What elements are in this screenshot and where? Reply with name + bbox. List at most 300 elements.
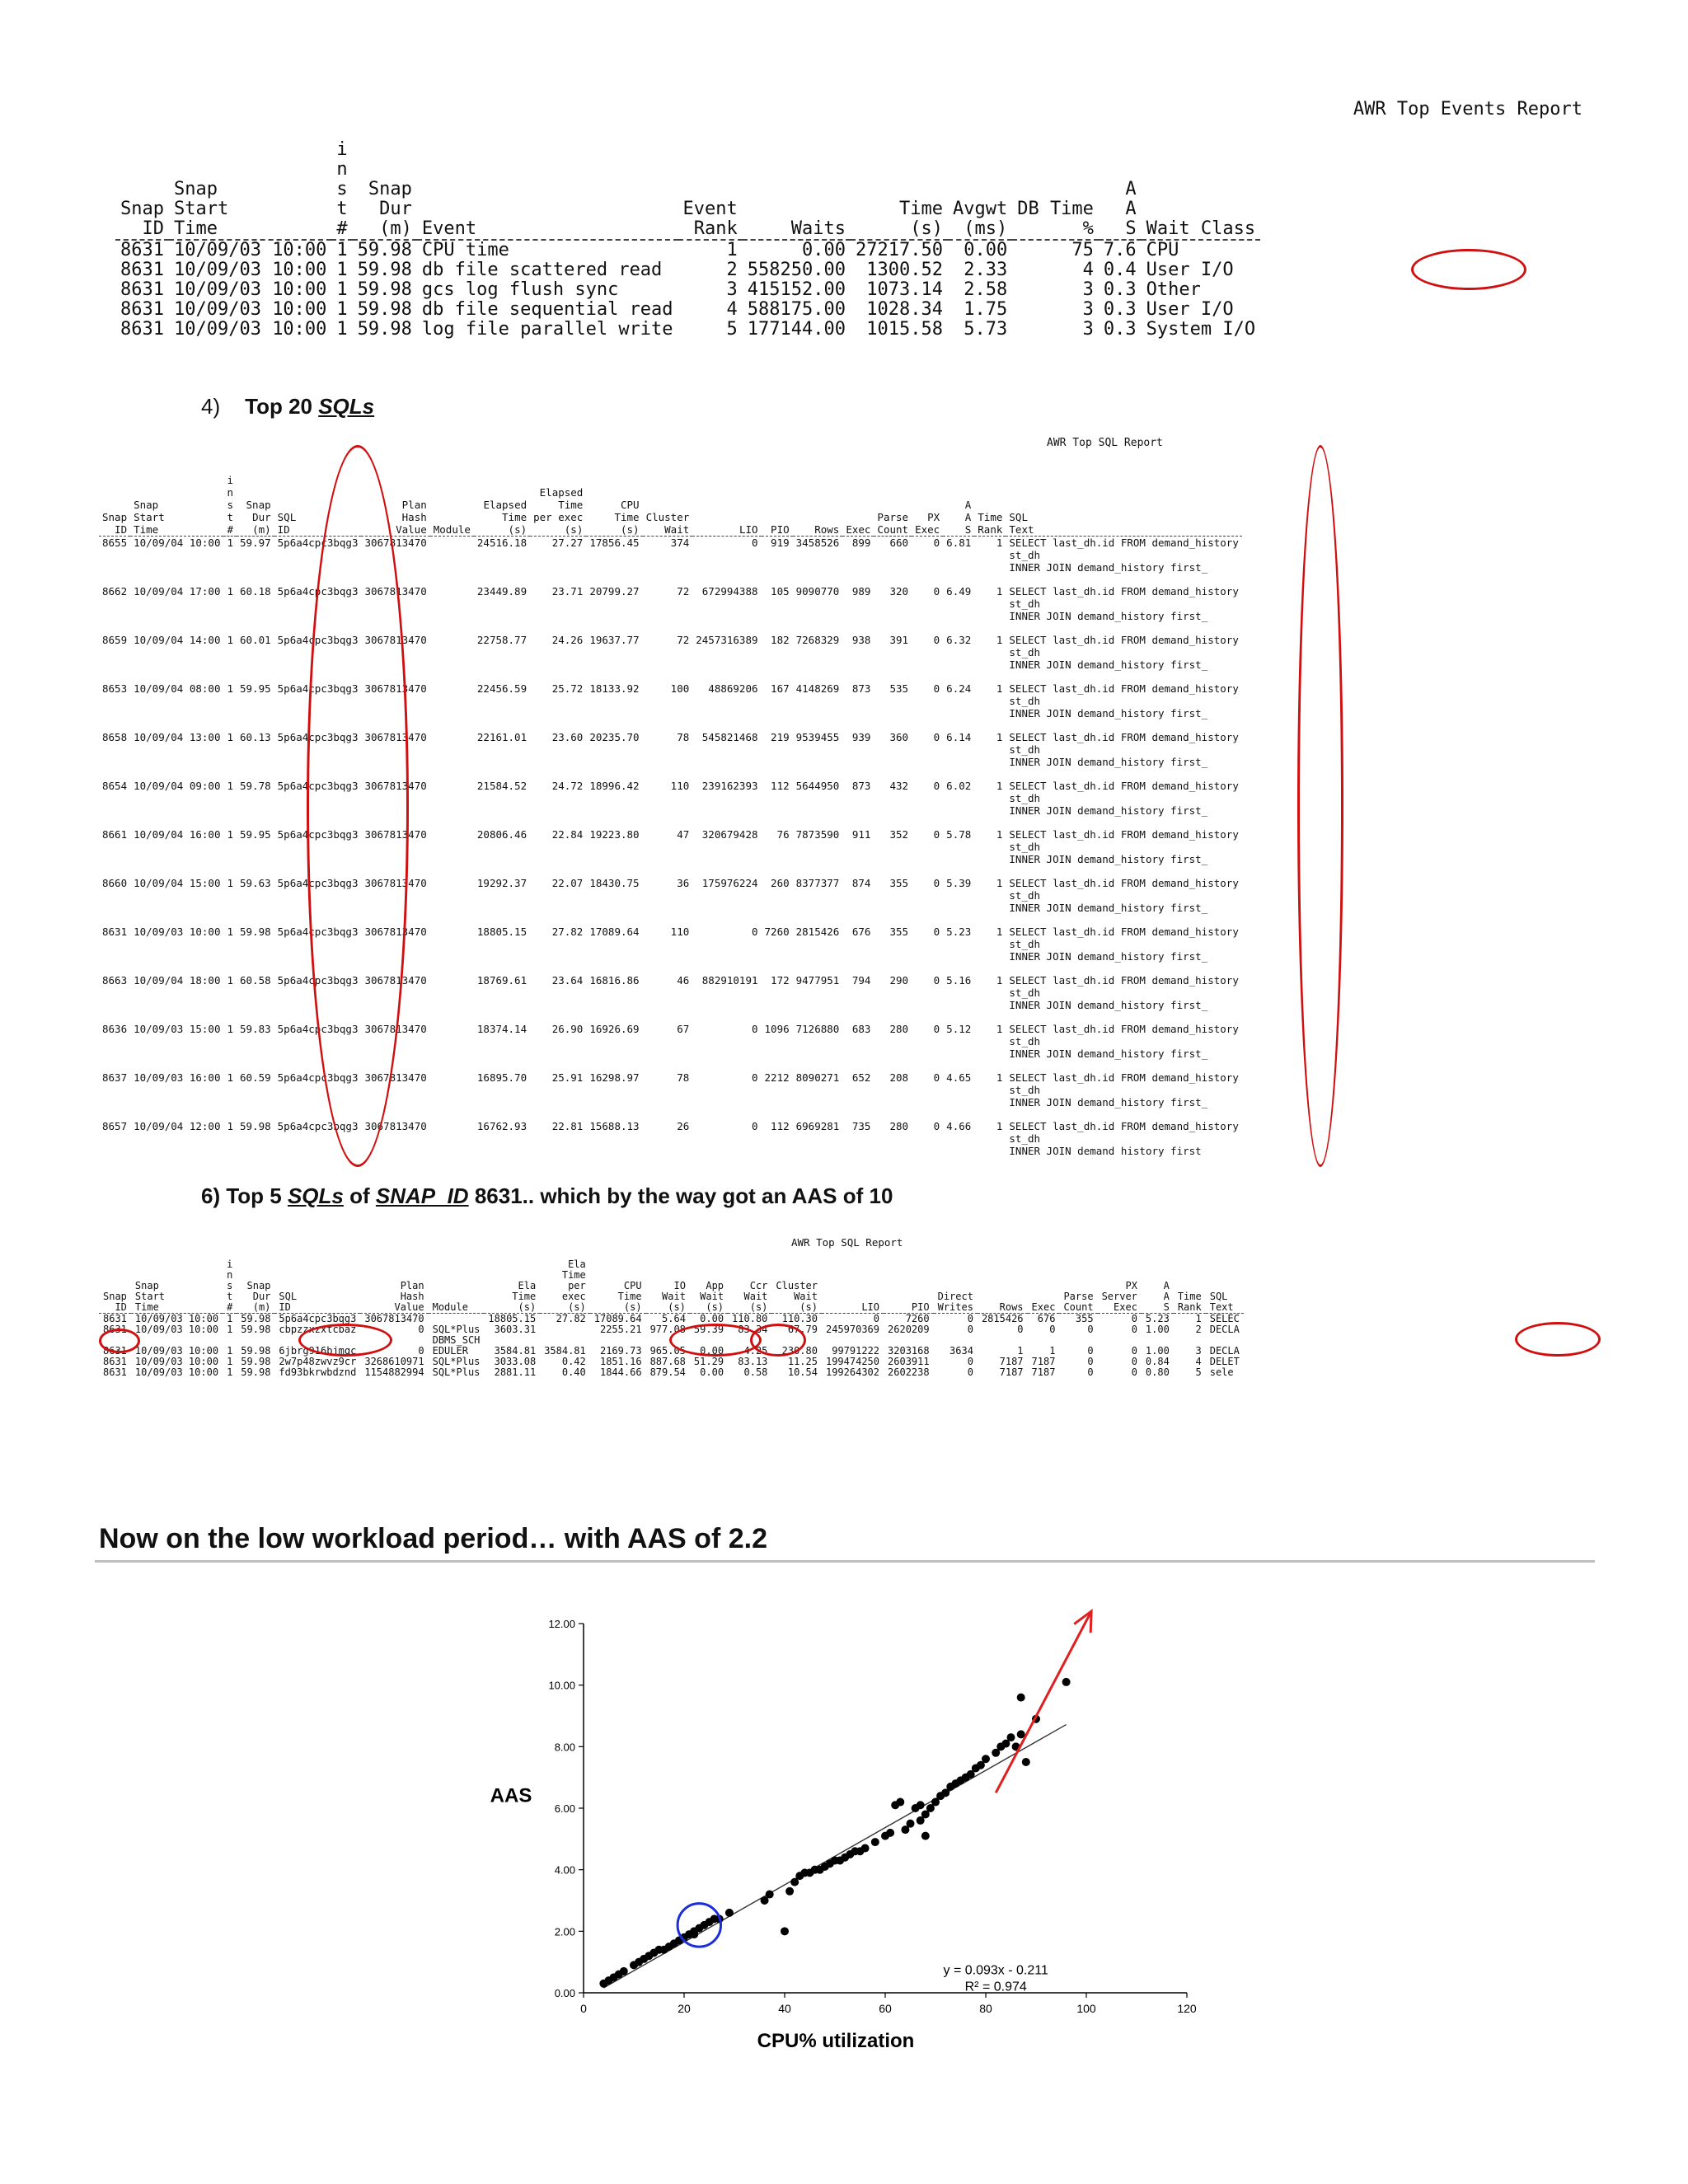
table-cell: fd93bkrwbdznd: [279, 1366, 357, 1378]
table-cell: 24516.18: [476, 537, 528, 549]
table-cell: 199474250: [825, 1356, 880, 1367]
table-cell: 360: [889, 731, 909, 743]
table-cell: 10/09/03 10:00: [173, 299, 327, 320]
top20-sql-table: [99, 474, 1242, 1169]
table-cell: 4.66: [946, 1120, 972, 1132]
table-cell: 10/09/04 10:00: [134, 537, 221, 549]
table-cell: 0.3: [1103, 279, 1137, 300]
table-cell: 72: [677, 585, 690, 598]
table-cell: 558250.00: [747, 260, 846, 280]
table-cell: 873: [851, 682, 871, 695]
table-cell: 965.05: [649, 1345, 686, 1357]
table-cell: 100: [670, 682, 690, 695]
table-cell: 10/09/03 10:00: [173, 319, 327, 340]
table-cell: 355: [1075, 1313, 1094, 1324]
table-cell: 1: [996, 634, 1003, 646]
table-cell: 5.23: [946, 926, 972, 938]
table-cell: 7126880: [795, 1023, 840, 1035]
table-cell: 4: [1195, 1356, 1202, 1367]
column-header: Plan Hash Value: [361, 474, 429, 537]
column-header: Ccr Wait (s): [728, 1259, 771, 1314]
table-cell: 10/09/04 14:00: [134, 634, 221, 646]
table-cell: 9477951: [795, 974, 840, 987]
table-cell: 10/09/03 10:00: [134, 1366, 219, 1378]
table-cell: SELECT last_dh.id FROM demand_history st_dh INNER JOIN demand history first: [1009, 1120, 1239, 1157]
table-cell: 0: [933, 1120, 940, 1132]
table-cell: 2815426: [795, 926, 840, 938]
table-cell: 0: [933, 926, 940, 938]
table-cell: 23.71: [551, 585, 584, 598]
table-cell: 0: [418, 1345, 424, 1357]
aas-highlight-ring: [1297, 445, 1343, 1167]
table-cell: 320: [889, 585, 909, 598]
table-row: [99, 1367, 1244, 1378]
x-tick-label: 100: [1076, 2002, 1096, 2015]
table-cell: SELECT last_dh.id FROM demand_history st_dh INNER JOIN demand_history first_: [1009, 585, 1239, 622]
column-header: Parse Count: [874, 474, 912, 537]
table-cell: 10/09/04 12:00: [134, 1120, 221, 1132]
table-row: [99, 537, 1242, 586]
table-cell: 676: [851, 926, 871, 938]
table-cell: 0.3: [1103, 319, 1137, 340]
data-point: [871, 1838, 879, 1846]
table-cell: 8631: [120, 240, 164, 260]
table-cell: 0: [1131, 1313, 1137, 1324]
table-cell: 59.98: [241, 1345, 271, 1357]
column-header: Plan Hash Value: [360, 1259, 428, 1314]
table-cell: 1: [996, 585, 1003, 598]
table-cell: 1: [227, 634, 233, 646]
table-cell: 59.98: [241, 1356, 271, 1367]
table-cell: 22.07: [551, 877, 584, 889]
table-cell: 879.54: [649, 1366, 686, 1378]
table-cell: 3634: [950, 1345, 973, 1357]
column-header: App Wait (s): [690, 1259, 728, 1314]
table-row: [99, 926, 1242, 974]
table-cell: 5p6a4cpc3bqg3: [277, 1023, 359, 1035]
table-cell: 1: [227, 682, 233, 695]
table-cell: 1: [227, 877, 233, 889]
table-cell: 1: [227, 731, 233, 743]
table-cell: 676: [1037, 1313, 1056, 1324]
table-cell: SELECT last_dh.id FROM demand_history st_dh INNER JOIN demand_history first_: [1009, 926, 1239, 963]
sqlid-top5-ring: [298, 1324, 392, 1357]
table-cell: 5p6a4cpc3bqg3: [277, 731, 359, 743]
table-cell: 1: [227, 1120, 233, 1132]
table-cell: 24.72: [551, 780, 584, 792]
table-cell: System I/O: [1146, 319, 1256, 340]
table-cell: [430, 634, 474, 682]
table-cell: 26.90: [551, 1023, 584, 1035]
table-cell: 245970369: [825, 1324, 880, 1335]
column-header: Event Rank: [678, 140, 743, 240]
r-squared-value: R² = 0.974: [964, 1980, 1027, 1994]
table-cell: 391: [889, 634, 909, 646]
table-cell: 1: [996, 877, 1003, 889]
column-header: Snap ID: [99, 1259, 131, 1314]
table-cell: 0: [1131, 1366, 1137, 1378]
column-header: Time (s): [851, 140, 948, 240]
table-cell: 60.13: [240, 731, 271, 743]
data-point: [907, 1820, 915, 1828]
table-cell: 172: [771, 974, 790, 987]
table-cell: 177144.00: [747, 319, 846, 340]
table-cell: 5p6a4cpc3bqg3: [277, 828, 359, 841]
trend-arrow: [996, 1611, 1091, 1793]
table-cell: 59.95: [240, 682, 271, 695]
table-cell: 0: [751, 1120, 758, 1132]
table-cell: 545821468: [701, 731, 758, 743]
table-cell: 5.12: [946, 1023, 972, 1035]
table-cell: 0: [933, 877, 940, 889]
table-cell: 0: [933, 731, 940, 743]
table-cell: 355: [889, 877, 909, 889]
table-cell: 23.64: [551, 974, 584, 987]
table-cell: 352: [889, 828, 909, 841]
table-cell: SQL*Plus: [432, 1356, 481, 1367]
table-cell: 0.80: [1145, 1366, 1170, 1378]
snap-id-link[interactable]: SNAP_ID: [375, 1183, 469, 1208]
table-cell: 60.01: [240, 634, 271, 646]
table-cell: SELECT last_dh.id FROM demand_history st_dh INNER JOIN demand_history first_: [1009, 877, 1239, 914]
table-row: [99, 828, 1242, 877]
table-cell: 182: [771, 634, 790, 646]
table-cell: 8659: [102, 634, 128, 646]
cpu-time-ring: [669, 1324, 762, 1357]
table-cell: 7260: [764, 926, 790, 938]
table-cell: 8657: [102, 1120, 128, 1132]
data-point: [921, 1832, 930, 1840]
table-cell: 78: [677, 1071, 690, 1084]
table-cell: 20806.46: [476, 828, 528, 841]
table-cell: 59.63: [240, 877, 271, 889]
table-cell: 5.64: [662, 1313, 686, 1324]
table-cell: User I/O: [1146, 260, 1234, 280]
table-cell: Other: [1146, 279, 1201, 300]
sqls-link-2[interactable]: SQLs: [287, 1183, 344, 1208]
io-wait-ring: [750, 1324, 806, 1357]
table-cell: 78: [677, 731, 690, 743]
table-cell: 1: [996, 926, 1003, 938]
regression-equation: y = 0.093x - 0.211: [943, 1963, 1048, 1978]
table-cell: 7187: [999, 1356, 1024, 1367]
column-header: SQL ID: [274, 474, 362, 537]
table-cell: 0: [1131, 1345, 1137, 1357]
table-cell: 48869206: [708, 682, 758, 695]
column-header: Cluster Wait: [643, 474, 693, 537]
y-axis-label: AAS: [490, 1784, 532, 1807]
table-cell: cbpzzxzxtcbaz: [279, 1324, 357, 1335]
table-cell: 5p6a4cpc3bqg3: [277, 1071, 359, 1084]
sqlid-highlight-ring: [307, 445, 409, 1167]
table-cell: 76: [776, 828, 790, 841]
x-tick-label: 20: [678, 2002, 691, 2015]
table-cell: 0: [933, 537, 940, 549]
table-cell: 1: [227, 974, 233, 987]
table-cell: 989: [851, 585, 871, 598]
column-header: Rows: [793, 474, 843, 537]
table-cell: 22.84: [551, 828, 584, 841]
table-row: [99, 877, 1242, 926]
table-cell: 7187: [1031, 1356, 1056, 1367]
table-row: [115, 280, 1260, 300]
table-cell: DECLA: [1209, 1324, 1240, 1335]
table-cell: 1: [227, 585, 233, 598]
table-cell: 0: [1087, 1345, 1094, 1357]
column-header: Rows: [978, 1259, 1028, 1314]
table-cell: 280: [889, 1120, 909, 1132]
table-cell: 6.81: [946, 537, 972, 549]
table-cell: 1: [227, 1313, 233, 1324]
table-cell: 260: [771, 877, 790, 889]
column-header: Module: [430, 474, 474, 537]
table-cell: 0: [933, 682, 940, 695]
table-cell: 112: [771, 1120, 790, 1132]
column-header: Cluster Wait (s): [771, 1259, 822, 1314]
column-header: i n s t #: [331, 140, 352, 240]
table-cell: 3067813470: [364, 926, 427, 938]
table-cell: 911: [851, 828, 871, 841]
data-point: [861, 1844, 870, 1853]
table-cell: 10/09/03 10:00: [173, 260, 327, 280]
table-cell: 1: [227, 828, 233, 841]
table-cell: 1: [227, 537, 233, 549]
table-cell: SELECT last_dh.id FROM demand_history st_dh INNER JOIN demand_history first_: [1009, 682, 1239, 719]
table-cell: 5.23: [1145, 1313, 1170, 1324]
table-cell: 20799.27: [589, 585, 640, 598]
table-cell: 10/09/03 10:00: [134, 1345, 219, 1357]
table-cell: 10/09/03 10:00: [173, 240, 327, 260]
column-header: Exec: [842, 474, 874, 537]
table-cell: 0: [1049, 1324, 1056, 1335]
events-report-title: AWR Top Events Report: [1353, 99, 1582, 120]
table-cell: 887.68: [649, 1356, 686, 1367]
y-tick-label: 4.00: [554, 1863, 575, 1877]
table-cell: 110.30: [781, 1313, 818, 1324]
table-cell: 652: [851, 1071, 871, 1084]
table-cell: 0.58: [743, 1366, 768, 1378]
table-cell: 5p6a4cpc3bqg3: [277, 682, 359, 695]
table-cell: SELECT last_dh.id FROM demand_history st_dh INNER JOIN demand_history first_: [1009, 537, 1239, 574]
data-point: [1017, 1694, 1025, 1702]
table-cell: 2.33: [964, 260, 1008, 280]
table-cell: 0: [933, 585, 940, 598]
data-point: [725, 1909, 734, 1917]
table-cell: 16816.86: [589, 974, 640, 987]
column-header: A A S: [1099, 140, 1142, 240]
table-cell: [430, 585, 474, 634]
table-cell: CPU: [1146, 240, 1179, 260]
column-header: Snap Dur (m): [353, 140, 417, 240]
heading-top5-mid: of: [343, 1183, 376, 1208]
table-cell: 6.49: [946, 585, 972, 598]
table-cell: 735: [851, 1120, 871, 1132]
table-cell: 24.26: [551, 634, 584, 646]
table-cell: 2457316389: [696, 634, 758, 646]
table-cell: 59.78: [240, 780, 271, 792]
table-cell: 9090770: [795, 585, 840, 598]
y-tick-label: 12.00: [548, 1618, 575, 1630]
table-cell: 2212: [764, 1071, 790, 1084]
table-cell: 72: [677, 634, 690, 646]
y-tick-label: 10.00: [548, 1679, 575, 1692]
table-cell: 51.29: [693, 1356, 724, 1367]
table-cell: User I/O: [1146, 299, 1234, 320]
table-cell: 59.83: [240, 1023, 271, 1035]
data-point: [886, 1829, 894, 1837]
column-header: i n s t #: [223, 474, 237, 537]
table-cell: 23449.89: [476, 585, 528, 598]
column-header: LIO: [822, 1259, 884, 1314]
table-cell: 16926.69: [589, 1023, 640, 1035]
table-cell: 1: [726, 240, 738, 260]
table-cell: 0: [1017, 1324, 1024, 1335]
table-cell: 3584.81: [544, 1345, 586, 1357]
column-header: Snap Start Time: [169, 140, 331, 240]
data-point: [620, 1967, 628, 1975]
table-cell: [430, 1120, 474, 1169]
table-cell: 1851.16: [599, 1356, 642, 1367]
table-cell: 683: [851, 1023, 871, 1035]
table-cell: 10/09/03 10:00: [173, 279, 327, 300]
table-cell: 0: [933, 828, 940, 841]
cpu-highlight-ring: [1411, 249, 1526, 290]
table-cell: 8631: [120, 299, 164, 320]
heading-top5-post: 8631.. which by the way got an AAS of 10: [468, 1183, 893, 1208]
table-cell: 0: [418, 1324, 424, 1335]
table-cell: 938: [851, 634, 871, 646]
table-cell: 59.98: [240, 1120, 271, 1132]
table-cell: 5p6a4cpc3bqg3: [277, 1120, 359, 1132]
column-header: Snap ID: [99, 474, 130, 537]
y-tick-label: 0.00: [554, 1987, 575, 1999]
table-row: [99, 1120, 1242, 1169]
table-cell: SELECT last_dh.id FROM demand_history st_dh INNER JOIN demand_history first_: [1009, 634, 1239, 671]
column-header: Ela Time per exec (s): [540, 1259, 590, 1314]
table-cell: 10/09/04 16:00: [134, 828, 221, 841]
table-cell: 8637: [102, 1071, 128, 1084]
section-heading-top5: [201, 1183, 893, 1209]
column-header: Elapsed Time (s): [474, 474, 530, 537]
data-point: [1062, 1678, 1071, 1686]
table-cell: 8660: [102, 877, 128, 889]
table-cell: 5p6a4cpc3bqg3: [277, 974, 359, 987]
table-cell: [430, 974, 474, 1023]
table-row: [99, 731, 1242, 780]
table-cell: 3268610971: [364, 1356, 424, 1367]
table-cell: 19637.77: [589, 634, 640, 646]
table-cell: 5: [726, 319, 738, 340]
table-cell: 1096: [764, 1023, 790, 1035]
table-cell: [430, 731, 474, 780]
sqls-link[interactable]: SQLs: [318, 394, 375, 419]
table-cell: 0: [873, 1313, 880, 1324]
column-header: IO Wait (s): [646, 1259, 690, 1314]
table-cell: db file scattered read: [421, 260, 663, 280]
table-cell: 415152.00: [747, 279, 846, 300]
table-cell: SELECT last_dh.id FROM demand_history st_dh INNER JOIN demand_history first_: [1009, 780, 1239, 817]
heading-divider: [95, 1560, 1595, 1563]
table-cell: 8631: [103, 1356, 127, 1367]
column-header: A A S: [1142, 1259, 1174, 1314]
column-header: Exec: [1028, 1259, 1060, 1314]
table-cell: 3067813470: [364, 537, 427, 549]
table-cell: 99791222: [832, 1345, 880, 1357]
table-cell: 15688.13: [589, 1120, 640, 1132]
table-cell: 0: [967, 1324, 973, 1335]
table-cell: [429, 1314, 485, 1325]
column-header: DB Time %: [1012, 140, 1099, 240]
table-cell: 7873590: [795, 828, 840, 841]
data-point: [1022, 1758, 1030, 1766]
table-cell: 8631: [103, 1345, 127, 1357]
table-cell: 0.00: [700, 1366, 724, 1378]
table-cell: 16298.97: [589, 1071, 640, 1084]
table-cell: 4: [1082, 260, 1094, 280]
table-cell: 10/09/03 10:00: [134, 1356, 219, 1367]
table-cell: 2.58: [964, 279, 1008, 300]
table-cell: 919: [771, 537, 790, 549]
table-cell: 873: [851, 780, 871, 792]
table-cell: 16762.93: [476, 1120, 528, 1132]
table-cell: gcs log flush sync: [421, 279, 619, 300]
table-cell: 3: [1195, 1345, 1202, 1357]
table-cell: 59.97: [240, 537, 271, 549]
table-cell: 110: [670, 780, 690, 792]
table-cell: 8662: [102, 585, 128, 598]
table-cell: 3067813470: [364, 877, 427, 889]
table-cell: [430, 877, 474, 926]
table-cell: 59.98: [357, 240, 412, 260]
table-cell: 1: [1195, 1313, 1202, 1324]
table-cell: 3067813470: [364, 974, 427, 987]
table-cell: 5.39: [946, 877, 972, 889]
data-point: [766, 1891, 774, 1899]
table-cell: 59.39: [693, 1324, 724, 1335]
table-cell: 2: [1195, 1324, 1202, 1335]
table-row: [99, 974, 1242, 1023]
table-cell: 5: [1195, 1366, 1202, 1378]
table-cell: 199264302: [825, 1366, 880, 1378]
table-cell: 0.00: [802, 240, 846, 260]
table-cell: 3067813470: [364, 828, 427, 841]
column-header: Time Rank: [1174, 1259, 1206, 1314]
table-cell: 0: [1131, 1324, 1137, 1335]
table-cell: 7.6: [1103, 240, 1137, 260]
table-cell: 1: [336, 260, 348, 280]
table-cell: 660: [889, 537, 909, 549]
table-cell: 18430.75: [589, 877, 640, 889]
x-axis-label: CPU% utilization: [757, 2030, 915, 2052]
table-cell: 8631: [103, 1366, 127, 1378]
table-cell: 6.32: [946, 634, 972, 646]
table-cell: 1: [996, 1120, 1003, 1132]
table-cell: 59.98: [357, 299, 412, 320]
table-cell: 25.72: [551, 682, 584, 695]
table-cell: 3067813470: [364, 682, 427, 695]
table-cell: 110: [670, 926, 690, 938]
table-cell: 3: [726, 279, 738, 300]
table-cell: 0.00: [964, 240, 1008, 260]
table-cell: 4.65: [946, 1071, 972, 1084]
table-cell: 7260: [905, 1313, 930, 1324]
table-cell: 239162393: [701, 780, 758, 792]
table-cell: 0: [933, 634, 940, 646]
table-cell: 5.73: [964, 319, 1008, 340]
table-cell: 1015.58: [866, 319, 943, 340]
data-point: [896, 1798, 904, 1807]
column-header: Ela Time (s): [484, 1259, 540, 1314]
